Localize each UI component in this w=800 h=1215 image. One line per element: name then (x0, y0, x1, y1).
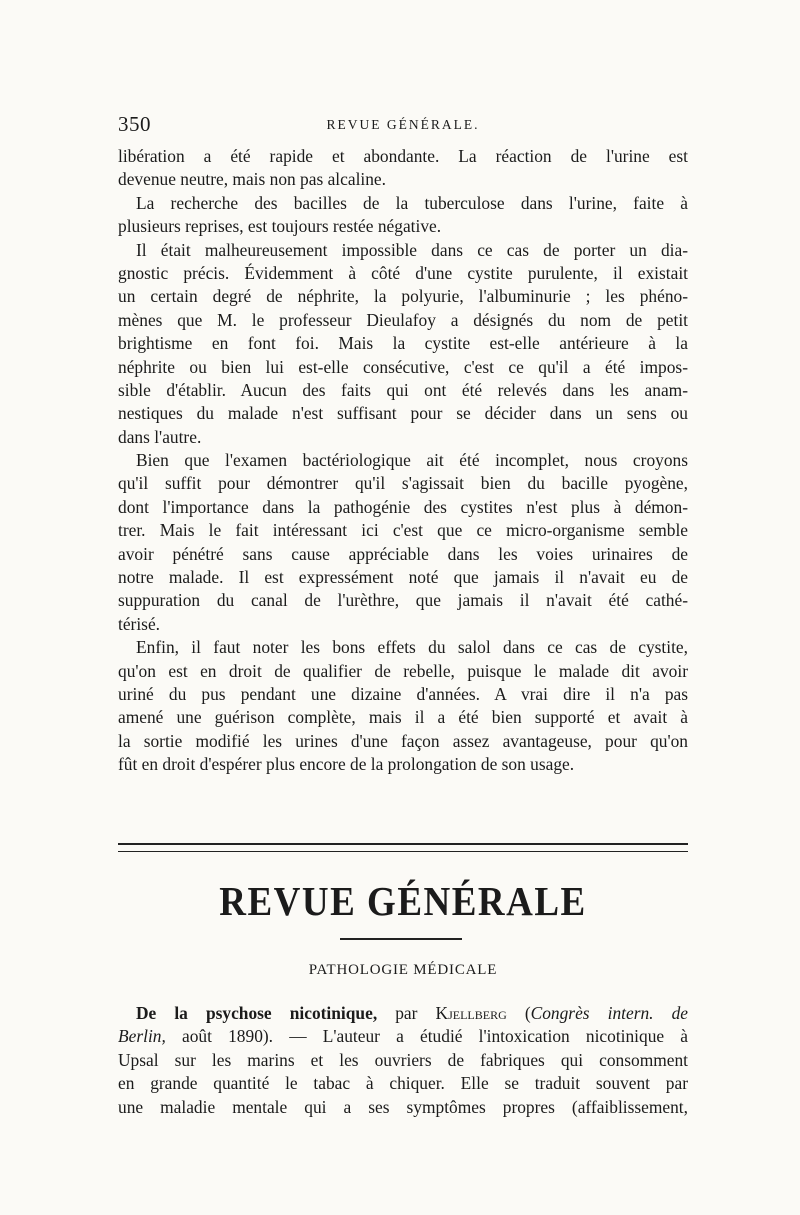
text-line: devenue neutre, mais non pas alcaline. (118, 169, 387, 190)
text-line: La recherche des bacilles de la tuberculose dans l'urine, faite à (136, 192, 688, 213)
text-line: gnostic précis. Évidemment à côté d'une cystite purulente, il existait (118, 262, 688, 283)
running-header-title: REVUE GÉNÉRALE. (326, 117, 480, 132)
text-line: une maladie mentale qui a ses symptômes propres (affaiblissement, (118, 1096, 688, 1117)
body-text-continued (118, 145, 688, 777)
text-fragment: août 1890). — L'auteur a étudié l'intoxication nicotinique à (165, 1026, 688, 1047)
text-line: Upsal sur les marins et les ouvriers de fabriques qui consomment (118, 1049, 688, 1070)
text-line: amené une guérison complète, mais il a été bien supporté et avait à (118, 707, 688, 728)
article-heading-line (118, 1002, 688, 1025)
text-line: un certain degré de néphrite, la polyurie, l'albuminurie ; les phéno- (118, 286, 688, 307)
text-line: fût en droit d'espérer plus encore de la prolongation de son usage. (118, 754, 575, 775)
text-line: mènes que M. le professeur Dieulafoy a désignés du nom de petit (118, 309, 688, 330)
article-title: De la psychose nicotinique, (136, 1003, 378, 1023)
text-line: néphrite ou bien lui est-elle consécutive, c'est ce qu'il a été impos- (118, 356, 688, 377)
page-number: 350 (118, 112, 151, 136)
text-line: brightisme en font foi. Mais la cystite est-elle antérieure à la (118, 333, 688, 354)
text-line: nestiques du malade n'est suffisant pour se décider dans un sens ou (118, 403, 688, 424)
text-line: en grande quantité le tabac à chiquer. Elle se traduit souvent par (118, 1073, 688, 1094)
text-line: la sortie modifié les urines d'une façon assez avantageuse, pour qu'on (118, 730, 688, 751)
text-line (118, 1025, 688, 1048)
text-line: libération a été rapide et abondante. La réaction de l'urine est (118, 146, 688, 166)
text-fragment: ( (506, 1003, 531, 1023)
text-line: térisé. (118, 613, 161, 634)
text-line: Bien que l'examen bactériologique ait été incomplet, nous croyons (136, 450, 688, 471)
text-line: dont l'importance dans la pathogénie des cystites n'est plus à démon- (118, 496, 688, 517)
text-line: dans l'autre. (118, 426, 202, 447)
text-line: Il était malheureusement impossible dans ce cas de porter un dia- (136, 239, 688, 260)
text-line: suppuration du canal de l'urèthre, que jamais il n'avait été cathé- (118, 590, 688, 611)
text-line: qu'on est en droit de qualifier de rebelle, puisque le malade dit avoir (118, 660, 688, 681)
text-line: sible d'établir. Aucun des faits qui ont été relevés dans les anam- (118, 379, 688, 400)
article-source: Congrès intern. de (530, 1003, 688, 1023)
text-fragment: par (377, 1003, 436, 1023)
section-divider (118, 843, 688, 852)
section-subtitle: PATHOLOGIE MÉDICALE (308, 962, 498, 978)
running-header (118, 112, 688, 138)
article-text (118, 1002, 688, 1119)
text-line: notre malade. Il est expressément noté que jamais il n'avait eu de (118, 567, 688, 588)
title-underline (340, 938, 462, 940)
text-line: avoir pénétré sans cause appréciable dans les voies urinaires de (118, 543, 688, 564)
article-author: Kjellberg (435, 1003, 507, 1023)
text-line: Enfin, il faut noter les bons effets du salol dans ce cas de cystite, (136, 637, 688, 658)
text-line: plusieurs reprises, est toujours restée négative. (118, 216, 442, 237)
text-line: uriné du pus pendant une dizaine d'années. A vrai dire il n'a pas (118, 683, 688, 704)
text-line: qu'il suffit pour démontrer qu'il s'agissait bien du bacille pyogène, (118, 473, 688, 494)
section-title: REVUE GÉNÉRALE (219, 879, 587, 926)
text-line: trer. Mais le fait intéressant ici c'est que ce micro-organisme semble (118, 520, 688, 541)
article-source-place: Berlin, (118, 1026, 166, 1047)
